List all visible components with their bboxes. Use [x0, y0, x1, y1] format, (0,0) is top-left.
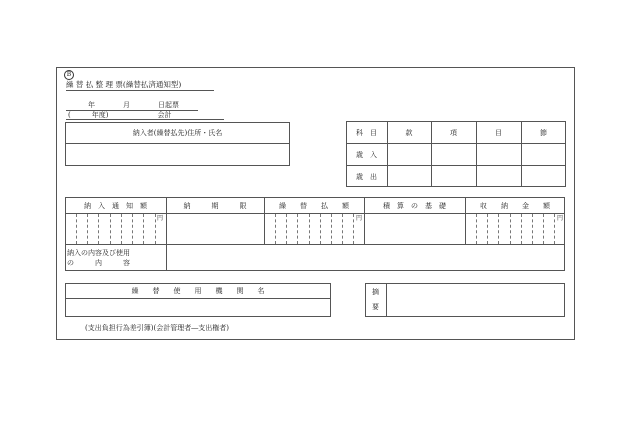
- digit-separator: [532, 214, 533, 244]
- form-title: 繰 替 払 整 理 票(繰替払済通知型): [66, 80, 182, 89]
- payer-header: 納入者(繰替払先)住所・氏名: [132, 129, 223, 137]
- main-table-header-line: [65, 213, 565, 214]
- remarks-label-line1: 摘: [372, 288, 379, 296]
- purpose-label-line2: の 内 容: [67, 259, 130, 267]
- account-table-row-line-2: [346, 165, 566, 166]
- digit-separator: [487, 214, 488, 244]
- account-table-row-line-1: [346, 143, 566, 144]
- institution-header: 繰 替 使 用 機 関 名: [131, 287, 265, 295]
- digit-separator: [543, 214, 544, 244]
- digit-separator: [342, 214, 343, 244]
- digit-separator: [286, 214, 287, 244]
- digit-separator: [87, 214, 88, 244]
- account-header-moku: 目: [495, 129, 502, 137]
- digit-separator: [110, 214, 111, 244]
- account-row-revenue: 歳 入: [356, 151, 377, 159]
- footer-note: (支出負担行為差引簿)(会計管理者―支出権者): [85, 324, 229, 332]
- remarks-box: [365, 283, 565, 317]
- digit-separator: [132, 214, 133, 244]
- digit-separator: [309, 214, 310, 244]
- account-row-expenditure: 歳 出: [356, 173, 377, 181]
- digit-separator: [510, 214, 511, 244]
- account-header-setsu: 節: [540, 129, 547, 137]
- institution-divider: [65, 298, 331, 299]
- purpose-label-line1: 納入の内容及び使用: [67, 249, 130, 257]
- main-table-row-line: [65, 244, 565, 245]
- digit-separator: [331, 214, 332, 244]
- digit-separator: [353, 214, 354, 244]
- digit-separator: [98, 214, 99, 244]
- header-calculation-basis: 積 算 の 基 礎: [383, 202, 446, 210]
- digit-separator: [76, 214, 77, 244]
- account-header-kou: 項: [450, 129, 457, 137]
- payer-divider: [65, 143, 290, 144]
- account-header-kamoku: 科 目: [356, 129, 377, 137]
- digit-separator: [320, 214, 321, 244]
- date-line: 年 月 日起票: [88, 101, 179, 109]
- account-underline: [66, 119, 224, 120]
- digit-separator: [498, 214, 499, 244]
- digit-separator: [155, 214, 156, 244]
- digit-separator: [143, 214, 144, 244]
- header-received-amount: 収 納 金 額: [480, 202, 550, 210]
- account-header-kan: 款: [405, 129, 413, 137]
- digit-separator: [521, 214, 522, 244]
- digit-separator: [275, 214, 276, 244]
- header-notice-amount: 納 入 通 知 額: [84, 202, 147, 210]
- digit-separator: [554, 214, 555, 244]
- remarks-label-line2: 要: [372, 303, 379, 311]
- digit-separator: [121, 214, 122, 244]
- yen-mark-received: 円: [557, 215, 564, 222]
- header-advance-amount: 繰 替 払 額: [279, 202, 349, 210]
- yen-mark-notice: 円: [157, 215, 164, 222]
- title-underline: [66, 90, 214, 91]
- digit-separator: [297, 214, 298, 244]
- yen-mark-advance: 円: [356, 215, 363, 222]
- account-line: ( 年度) 会計: [68, 111, 172, 119]
- form-mark: B: [64, 70, 74, 80]
- digit-separator: [476, 214, 477, 244]
- header-due-date: 納 期 限: [183, 202, 247, 210]
- remarks-divider: [386, 283, 387, 317]
